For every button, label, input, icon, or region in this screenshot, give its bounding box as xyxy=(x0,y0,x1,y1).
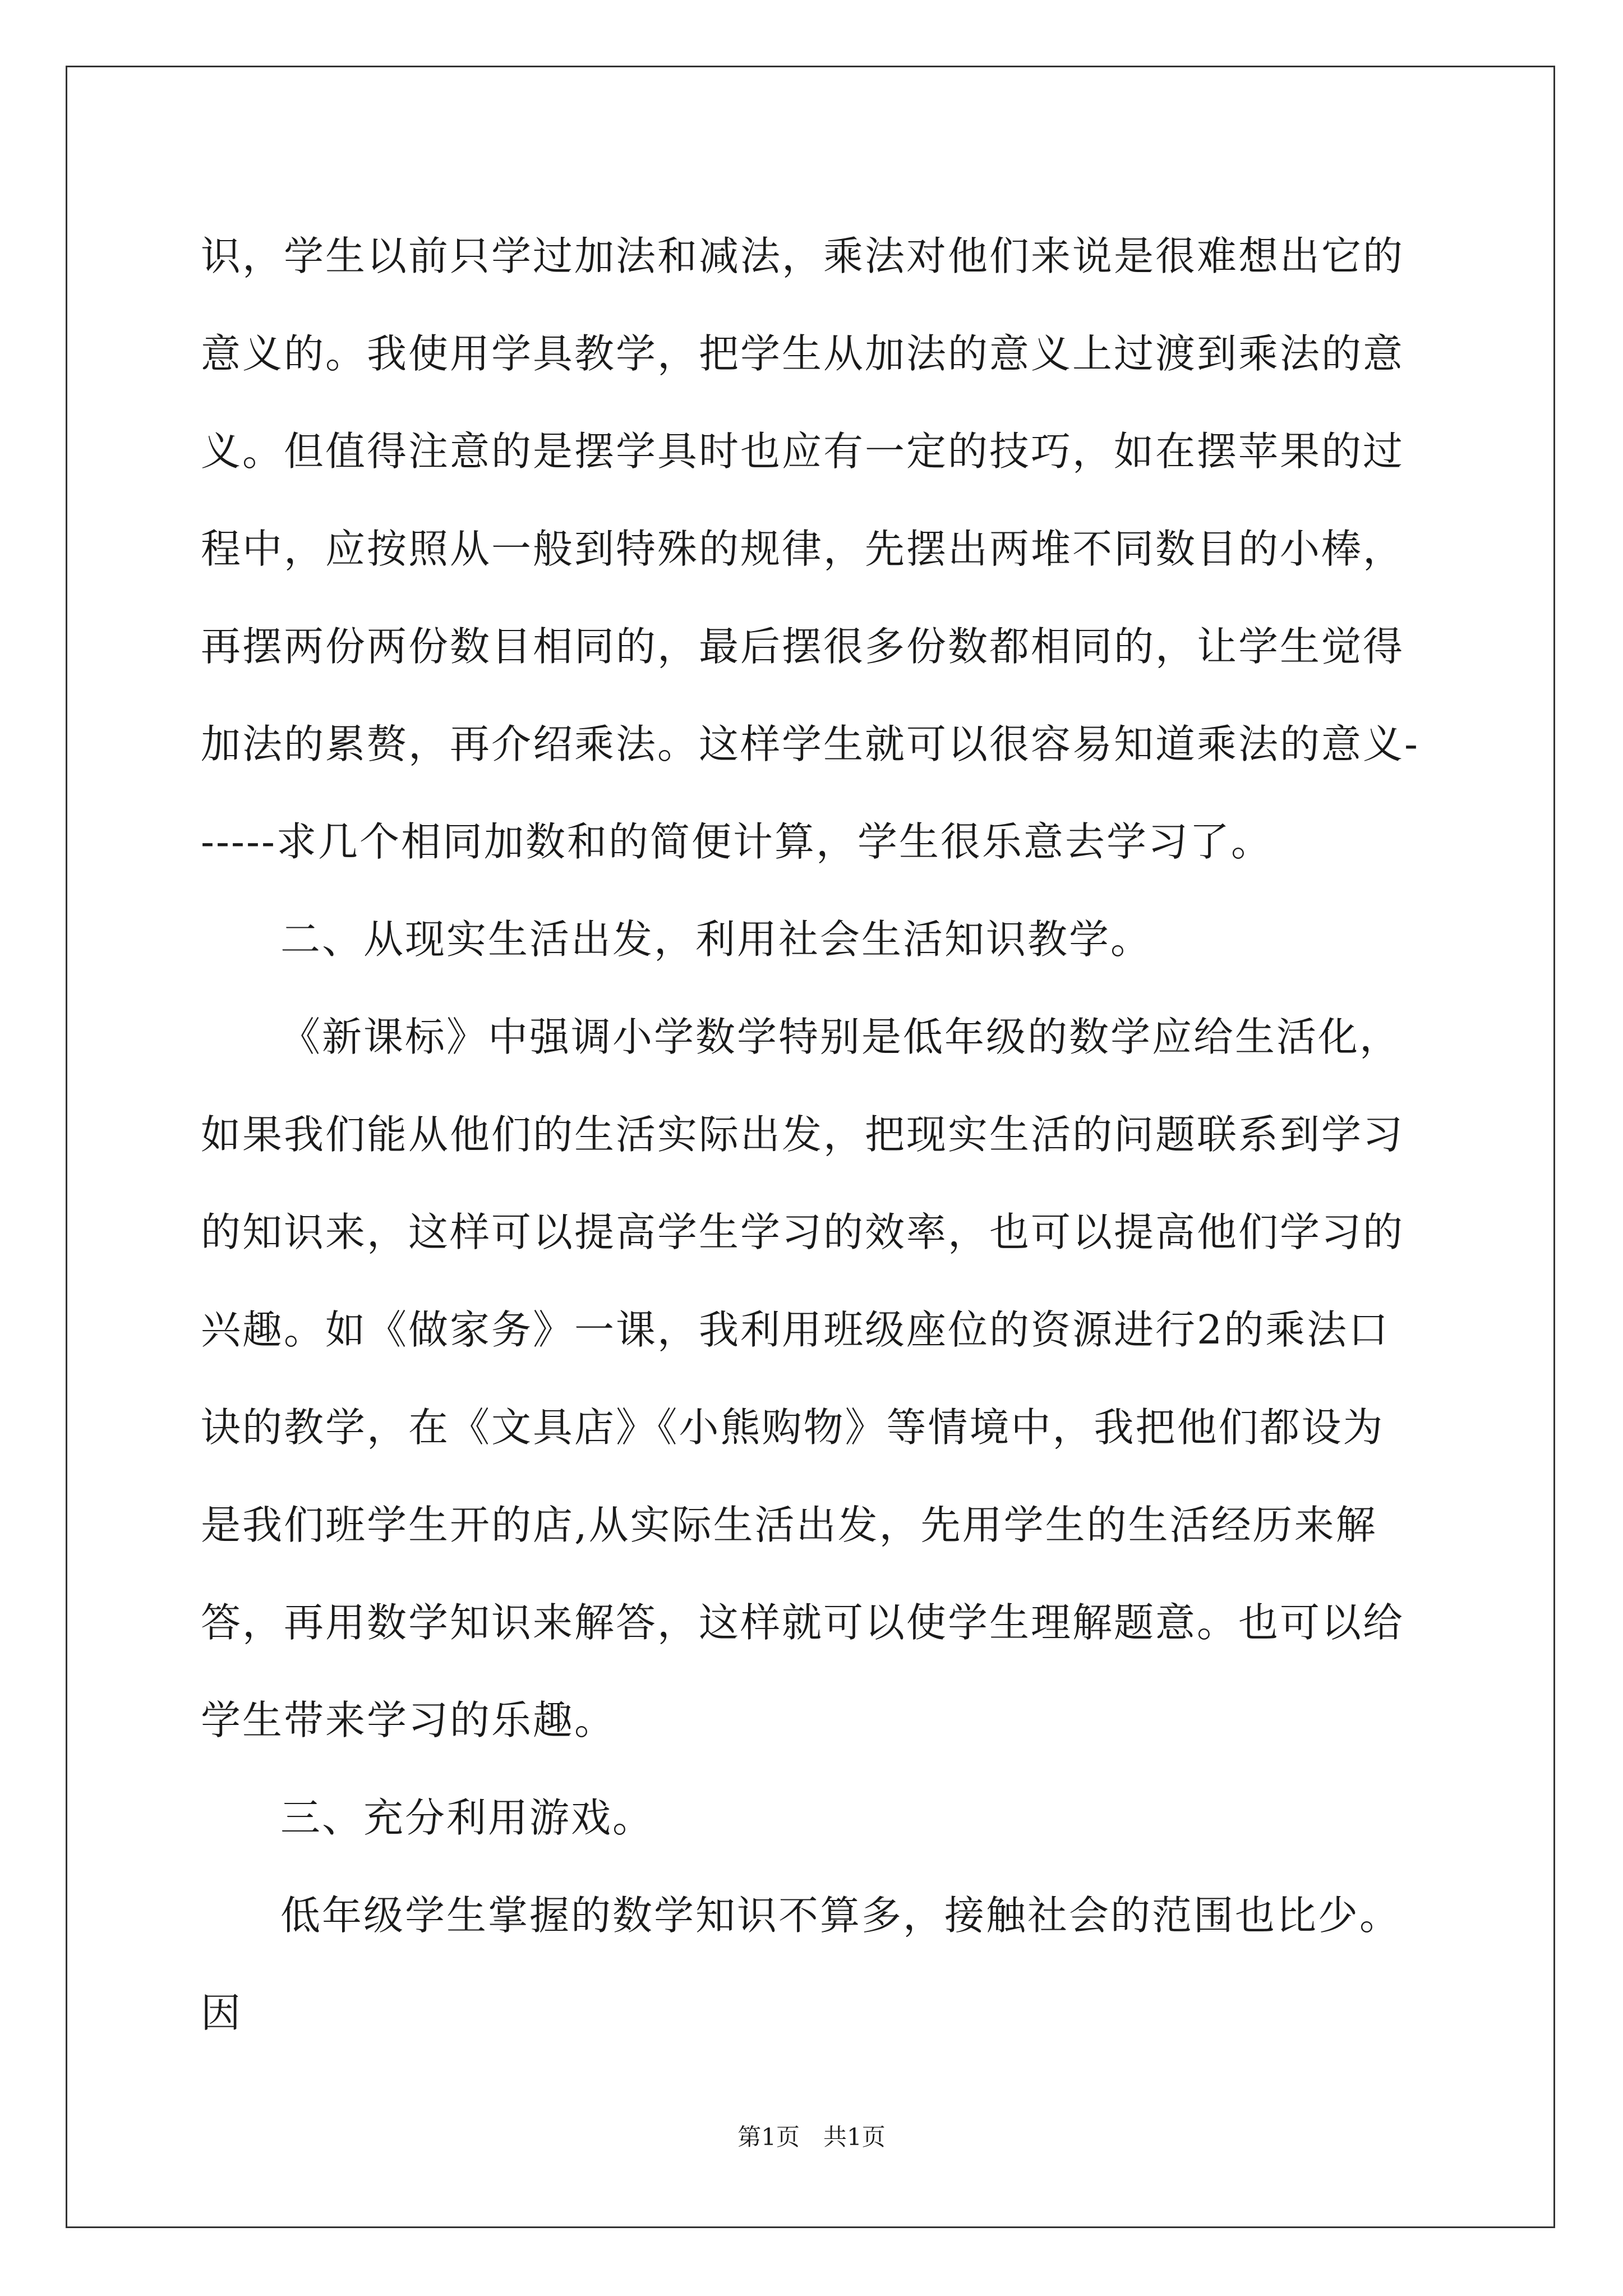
section-heading-2: 二、从现实生活出发，利用社会生活知识教学。 xyxy=(280,916,1152,963)
paragraph-3: 《新课标》中强调小学数学特别是低年级的数学应给生活化，如果我们能从他们的生活实际出发，把现实生活的问题联系到学习的知识来，这样可以提高学生学习的效率，也可以提高他们学习的兴趣。如《做家务》一课，我利用班级座位的资源进行2的乘法口诀的教学，在《文具店》《小熊购物》等情境中，我把他们都设为是我们班学生开的店,从实际生活出发，先用学生的生活经历来解答，再用数学知识来解答，这样就可以使学生理解题意。也可以给学生带来学习的乐趣。 xyxy=(201,1014,1405,1743)
document-body xyxy=(201,208,1423,2062)
section-heading-3: 三、充分利用游戏。 xyxy=(280,1795,654,1841)
paragraph-5: 低年级学生掌握的数学知识不算多，接触社会的范围也比少。因 xyxy=(201,1892,1401,2036)
paragraph-1: 识，学生以前只学过加法和减法，乘法对他们来说是很难想出它的意义的。我使用学具教学，把学生从加法的意义上过渡到乘法的意义。但值得注意的是摆学具时也应有一定的技巧，如在摆苹果的过程中，应按照从一般到特殊的规律，先摆出两堆不同数目的小棒，再摆两份两份数目相同的，最后摆很多份数都相同的，让学生觉得加法的累赘，再介绍乘法。这样学生就可以很容易知道乘法的意义------求几个相同加数和的简便计算，学生很乐意去学习了。 xyxy=(201,233,1419,865)
page-footer: 第1页 共1页 xyxy=(737,2123,886,2151)
